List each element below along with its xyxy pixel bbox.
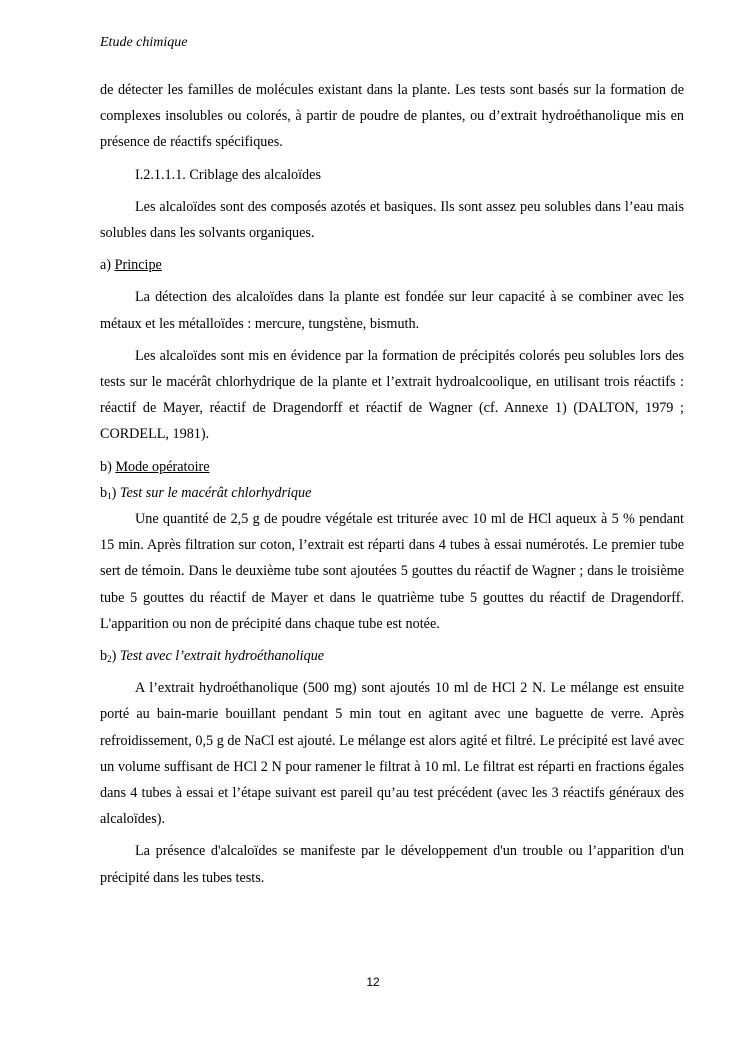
page-number: 12	[366, 975, 380, 989]
b1-title: Test sur le macérât chlorhydrique	[119, 484, 312, 501]
b1-heading	[100, 480, 684, 506]
page-body	[100, 77, 684, 891]
principe-title: Principe	[114, 257, 162, 274]
b1-paragraph: Une quantité de 2,5 g de poudre végétale est triturée avec 10 ml de HCl aqueux à 5 % pendant 15 min. Après filtration sur coton, l’extrait est réparti dans 4 tubes à essai numérotés. Le premier tube sert de témoin. Dans le deuxième tube sont ajoutées 5 gouttes du réactif de Wagner ; dans le troisième tube 5 gouttes du réactif de Mayer et dans le quatrième tube 5 gouttes du réactif de Dragendorff. L'apparition ou non de précipité dans chaque tube est notée.	[100, 511, 684, 632]
mode-prefix: b)	[100, 458, 116, 475]
b1-subscript: 1	[107, 490, 112, 501]
b2-paren: )	[111, 648, 120, 665]
principe-paragraph-1: La détection des alcaloïdes dans la plante est fondée sur leur capacité à se combiner avec les métaux et les métalloïdes : mercure, tungstène, bismuth.	[100, 289, 684, 332]
b2-title: Test avec l’extrait hydroéthanolique	[119, 648, 325, 665]
principe-heading	[100, 252, 684, 278]
mode-heading	[100, 454, 684, 480]
b1-paren: )	[111, 484, 120, 501]
b2-paragraph: A l’extrait hydroéthanolique (500 mg) sont ajoutés 10 ml de HCl 2 N. Le mélange est ensuite porté au bain-marie bouillant pendant 5 min tout en agitant avec une baguette de verre. Après refroidissement, 0,5 g de NaCl est ajouté. Le mélange est alors agité et filtré. Le précipité est lavé avec un volume suffisant de HCl 2 N pour ramener le filtrat à 10 ml. Le filtrat est réparti en fractions égales dans 4 tubes à essai et l’étape suivant est pareil qu’au test précédent (avec les 3 réactifs généraux des alcaloïdes).	[100, 680, 684, 828]
b2-heading	[100, 643, 684, 669]
running-header: Etude chimique	[100, 35, 188, 50]
intro-paragraph: de détecter les familles de molécules existant dans la plante. Les tests sont basés sur la formation de complexes insolubles ou colorés, à partir de poudre de plantes, ou d’extrait hydroéthanolique mis en présence de réactifs spécifiques.	[100, 82, 684, 151]
section-heading: I.2.1.1.1. Criblage des alcaloïdes	[135, 166, 321, 183]
principe-prefix: a)	[100, 257, 115, 274]
b2-subscript: 2	[107, 654, 112, 665]
principe-paragraph-2: Les alcaloïdes sont mis en évidence par la formation de précipités colorés peu solubles lors des tests sur le macérât chlorhydrique de la plante et l’extrait hydroalcoolique, en utilisant trois réactifs : réactif de Mayer, réactif de Dragendorff et réactif de Wagner (cf. Annexe 1) (DALTON, 1979 ; CORDELL, 1981).	[100, 347, 684, 443]
definition-paragraph: Les alcaloïdes sont des composés azotés et basiques. Ils sont assez peu solubles dans l’eau mais solubles dans les solvants organiques.	[100, 198, 684, 242]
conclusion-paragraph: La présence d'alcaloïdes se manifeste par le développement d'un trouble ou l’apparition d'un précipité dans les tubes tests.	[100, 843, 684, 886]
b2-letter: b	[100, 648, 108, 665]
mode-title: Mode opératoire	[115, 458, 210, 475]
b1-letter: b	[100, 484, 108, 501]
